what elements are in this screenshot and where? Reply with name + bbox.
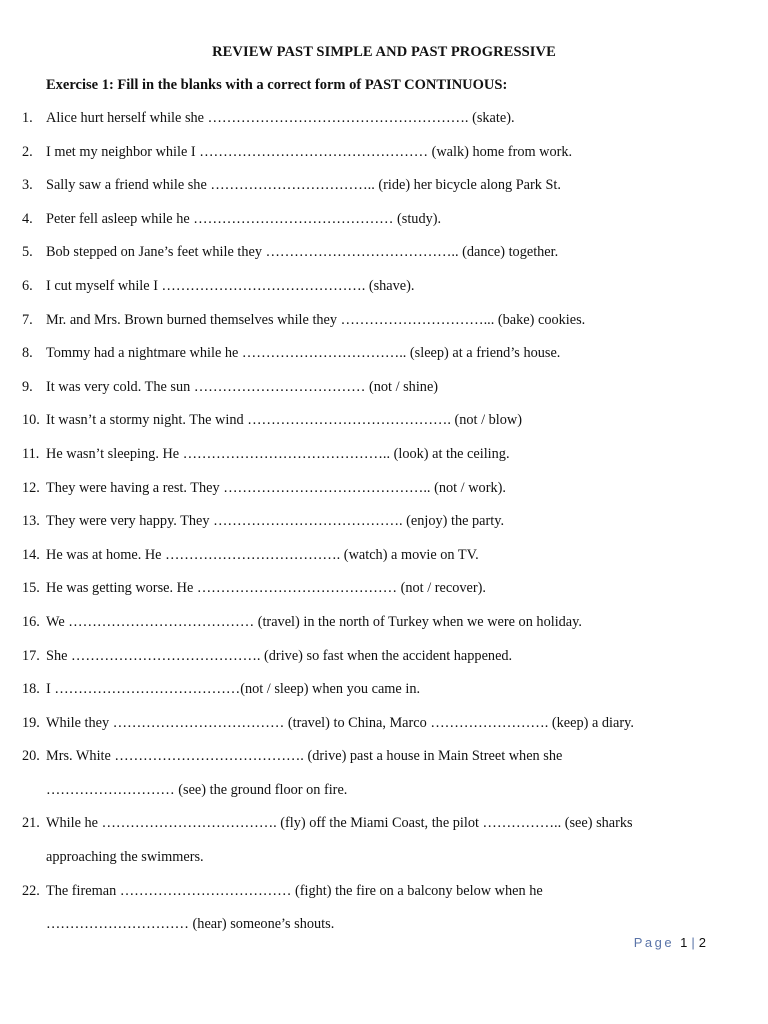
item-text: He wasn’t sleeping. He …………………………………….. (look) at the ceiling. [46, 445, 510, 462]
item-number: 6. [22, 277, 33, 294]
item-number: 1. [22, 110, 33, 126]
page-number: 1 [680, 935, 688, 950]
item-text: I cut myself while I ……………………………………. (shave). [46, 277, 415, 294]
exercise-item [0, 748, 768, 815]
item-number: 8. [22, 345, 33, 362]
item-number: 3. [22, 177, 33, 194]
item-number: 5. [22, 244, 33, 261]
item-number: 18. [22, 681, 40, 698]
exercise-item [0, 547, 768, 581]
exercise-item [0, 648, 768, 682]
exercise-item [0, 110, 768, 144]
item-number: 2. [22, 143, 33, 160]
item-text: Sally saw a friend while she …………………………….. (ride) her bicycle along Park St. [46, 177, 561, 194]
exercise-item [0, 278, 768, 312]
item-text: It wasn’t a stormy night. The wind ……………………………………. (not / blow) [46, 412, 523, 429]
item-text: Mr. and Mrs. Brown burned themselves while they …………………………... (bake) cookies. [46, 311, 586, 328]
item-text: While they ……………………………… (travel) to China, Marco ……………………. (keep) a diary. [46, 714, 634, 731]
exercise-item [0, 815, 768, 882]
exercise-item [0, 144, 768, 178]
page-footer [634, 935, 706, 950]
exercise-item [0, 513, 768, 547]
item-text: While he ………………………………. (fly) off the Miami Coast, the pilot …………….. (see) sharks [46, 815, 633, 832]
item-text: ……………………… (see) the ground floor on fire. [46, 781, 348, 798]
exercise-item [0, 177, 768, 211]
item-text: The fireman ……………………………… (fight) the fire on a balcony below when he [46, 882, 543, 899]
item-number: 22. [22, 882, 40, 899]
exercise-item [0, 412, 768, 446]
exercise-item [0, 480, 768, 514]
item-number: 4. [22, 210, 33, 227]
page-title: REVIEW PAST SIMPLE AND PAST PROGRESSIVE [212, 44, 556, 60]
exercise-item [0, 312, 768, 346]
item-number: 16. [22, 613, 40, 630]
item-text: It was very cold. The sun ……………………………… (not / shine) [46, 378, 439, 395]
item-number: 20. [22, 748, 40, 765]
item-text: He was getting worse. He …………………………………… (not / recover). [46, 580, 486, 597]
item-text: Bob stepped on Jane’s feet while they ………………………………….. (dance) together. [46, 244, 559, 261]
exercise-item [0, 379, 768, 413]
item-text: Alice hurt herself while she ………………………………………………. (skate). [46, 110, 515, 126]
item-number: 13. [22, 513, 40, 530]
exercise-item [0, 244, 768, 278]
exercise-instruction: Exercise 1: Fill in the blanks with a correct form of PAST CONTINUOUS: [46, 77, 508, 93]
item-number: 19. [22, 714, 40, 731]
exercise-item [0, 681, 768, 715]
exercise-item [0, 580, 768, 614]
item-number: 14. [22, 546, 40, 563]
exercise-item [0, 211, 768, 245]
exercise-item [0, 715, 768, 749]
page-total: 2 [698, 935, 706, 950]
item-number: 10. [22, 412, 40, 429]
exercise-list [0, 110, 768, 950]
item-number: 12. [22, 479, 40, 496]
item-text: I met my neighbor while I ………………………………………… (walk) home from work. [46, 143, 573, 160]
item-text: Tommy had a nightmare while he …………………………….. (sleep) at a friend’s house. [46, 345, 561, 362]
item-number: 9. [22, 378, 33, 395]
item-number: 15. [22, 580, 40, 597]
item-text: They were very happy. They …………………………………. (enjoy) the party. [46, 513, 505, 530]
item-text: We ………………………………… (travel) in the north of Turkey when we were on holiday. [46, 613, 582, 630]
page-label: Page [633, 935, 675, 950]
item-number: 17. [22, 647, 40, 664]
exercise-item [0, 446, 768, 480]
item-text: I …………………………………(not / sleep) when you came in. [46, 681, 421, 698]
item-text: Mrs. White …………………………………. (drive) past a house in Main Street when she [46, 748, 563, 765]
exercise-item [0, 614, 768, 648]
item-number: 21. [22, 815, 40, 832]
item-text: ………………………… (hear) someone’s shouts. [46, 916, 335, 933]
item-number: 7. [22, 311, 33, 328]
item-text: They were having a rest. They …………………………………….. (not / work). [46, 479, 506, 496]
item-number: 11. [22, 445, 40, 462]
page-separator: | [691, 935, 695, 950]
item-text: He was at home. He ………………………………. (watch) a movie on TV. [46, 546, 479, 563]
exercise-item [0, 345, 768, 379]
item-text: Peter fell asleep while he …………………………………… (study). [46, 210, 442, 227]
item-text: She …………………………………. (drive) so fast when the accident happened. [46, 647, 513, 664]
item-text: approaching the swimmers. [46, 849, 204, 866]
